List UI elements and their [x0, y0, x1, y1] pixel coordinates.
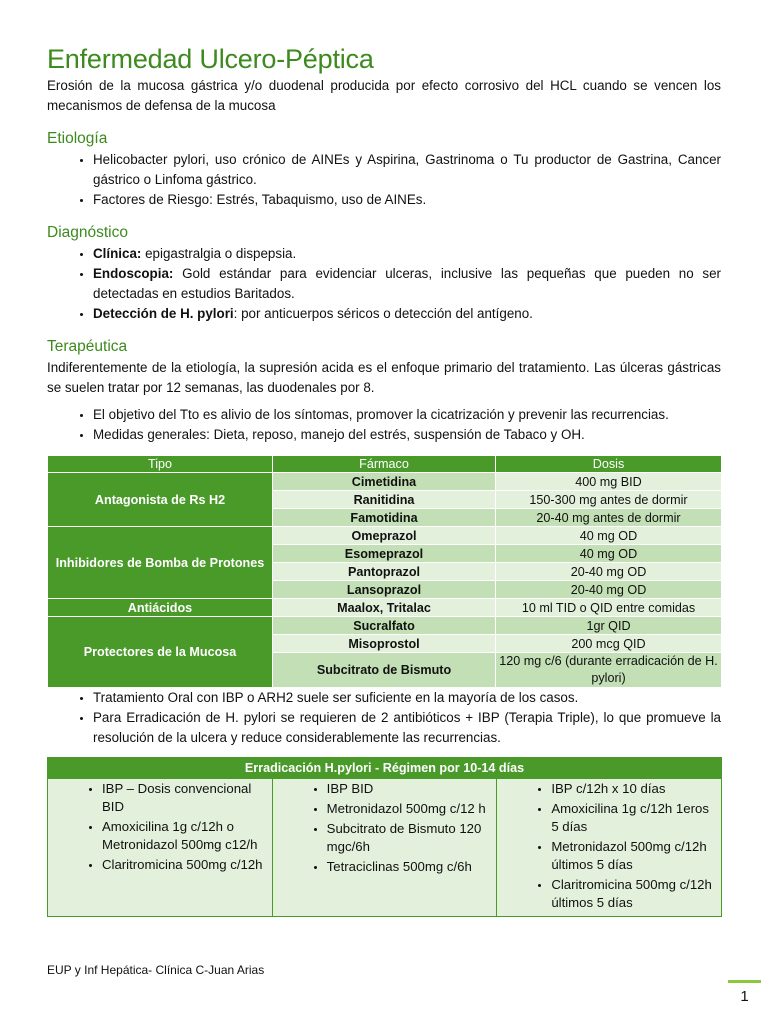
- dose-cell: 40 mg OD: [496, 545, 722, 563]
- eradication-table: [47, 757, 722, 917]
- drug-name-cell: Lansoprazol: [273, 581, 496, 599]
- item-text: : por anticuerpos séricos o detección del antígeno.: [233, 306, 533, 321]
- dose-cell: 20-40 mg OD: [496, 563, 722, 581]
- page-title: Enfermedad Ulcero-Péptica: [47, 44, 374, 74]
- list-item: • Tetraciclinas 500mg c/6h: [327, 858, 495, 876]
- drug-type-cell: Antiácidos: [48, 599, 273, 617]
- list-item: [93, 264, 721, 304]
- terapeutica-intro: Indiferentemente de la etiología, la supresión acida es el enfoque primario del tratamiento. Las úlceras gástricas se suelen tratar por 12 semanas, las duodenales por 8.: [47, 360, 721, 395]
- dose-cell: 150-300 mg antes de dormir: [496, 491, 722, 509]
- list-item: • Para Erradicación de H. pylori se requieren de 2 antibióticos + IBP (Terapia Triple), lo que promueve la resolución de la ulcera y reduce considerablemente las recurrencias.: [93, 708, 721, 748]
- list-item: • Metronidazol 500mg c/12 h: [327, 800, 495, 818]
- drug-type-cell: Protectores de la Mucosa: [48, 617, 273, 688]
- item-label: Clínica:: [93, 246, 142, 261]
- table-header-row: [48, 758, 722, 779]
- drug-name-cell: Esomeprazol: [273, 545, 496, 563]
- list-item: • IBP c/12h x 10 días: [551, 780, 719, 798]
- drug-name-cell: Ranitidina: [273, 491, 496, 509]
- list-item: • Subcitrato de Bismuto 120 mgc/6h: [327, 820, 495, 856]
- table-row: [48, 617, 722, 635]
- drug-type-cell: Inhibidores de Bomba de Protones: [48, 527, 273, 599]
- column-header: Fármaco: [273, 456, 496, 473]
- treatment-notes-list: [47, 688, 721, 748]
- terapeutica-heading: Terapéutica: [47, 338, 128, 355]
- table-title: Erradicación H.pylori - Régimen por 10-14 días: [48, 758, 722, 779]
- regimen-list: [50, 780, 270, 874]
- list-item: • Claritromicina 500mg c/12h últimos 5 días: [551, 876, 719, 912]
- drug-name-cell: Omeprazol: [273, 527, 496, 545]
- list-item: • Helicobacter pylori, uso crónico de AINEs y Aspirina, Gastrinoma o Tu productor de Gastrina, Cancer gástrico o Linfoma gástrico.: [93, 150, 721, 190]
- dose-cell: 120 mg c/6 (durante erradicación de H. pylori): [496, 653, 722, 688]
- dose-cell: 40 mg OD: [496, 527, 722, 545]
- list-item: • Metronidazol 500mg c/12h últimos 5 días: [551, 838, 719, 874]
- list-item: • Tratamiento Oral con IBP o ARH2 suele ser suficiente en la mayoría de los casos.: [93, 688, 721, 708]
- dose-cell: 400 mg BID: [496, 473, 722, 491]
- drug-name-cell: Famotidina: [273, 509, 496, 527]
- drug-name-cell: Pantoprazol: [273, 563, 496, 581]
- drug-name-cell: Maalox, Tritalac: [273, 599, 496, 617]
- regimen-cell: [48, 779, 273, 917]
- dose-cell: 10 ml TID o QID entre comidas: [496, 599, 722, 617]
- table-row: [48, 779, 722, 917]
- table-header-row: [48, 456, 722, 473]
- list-item: • El objetivo del Tto es alivio de los síntomas, promover la cicatrización y prevenir las recurrencias.: [93, 405, 721, 425]
- drug-name-cell: Subcitrato de Bismuto: [273, 653, 496, 688]
- page-footer: EUP y Inf Hepática- Clínica C-Juan Arias: [47, 963, 265, 977]
- list-item: • Amoxicilina 1g c/12h o Metronidazol 500mg c12/h: [102, 818, 270, 854]
- list-item: • Medidas generales: Dieta, reposo, manejo del estrés, suspensión de Tabaco y OH.: [93, 425, 721, 445]
- column-header: Dosis: [496, 456, 722, 473]
- item-label: Endoscopia:: [93, 266, 174, 281]
- diagnostico-heading: Diagnóstico: [47, 224, 128, 241]
- document-body: [47, 44, 721, 917]
- list-item: • Claritromicina 500mg c/12h: [102, 856, 270, 874]
- regimen-cell: [272, 779, 497, 917]
- intro-paragraph: Erosión de la mucosa gástrica y/o duodenal producida por efecto corrosivo del HCL cuando se vencen los mecanismos de defensa de la mucosa: [47, 78, 721, 113]
- etiologia-list: [47, 150, 721, 210]
- list-item: [93, 244, 721, 264]
- regimen-list: [275, 780, 495, 876]
- regimen-cell: [497, 779, 722, 917]
- item-label: Detección de H. pylori: [93, 306, 234, 321]
- dose-cell: 200 mcg QID: [496, 635, 722, 653]
- drug-type-cell: Antagonista de Rs H2: [48, 473, 273, 527]
- dose-cell: 20-40 mg antes de dormir: [496, 509, 722, 527]
- page-number: 1: [728, 980, 761, 1016]
- dose-cell: 1gr QID: [496, 617, 722, 635]
- list-item: [93, 304, 721, 324]
- list-item: • Amoxicilina 1g c/12h 1eros 5 días: [551, 800, 719, 836]
- drug-name-cell: Cimetidina: [273, 473, 496, 491]
- item-text: epigastralgia o dispepsia.: [141, 246, 297, 261]
- table-row: [48, 527, 722, 545]
- drug-table: [47, 455, 722, 688]
- list-item: • IBP – Dosis convencional BID: [102, 780, 270, 816]
- list-item: • IBP BID: [327, 780, 495, 798]
- regimen-list: [499, 780, 719, 912]
- drug-name-cell: Misoprostol: [273, 635, 496, 653]
- table-row: [48, 599, 722, 617]
- item-text: Gold estándar para evidenciar ulceras, inclusive las pequeñas que pueden no ser detectadas en estudios Baritados.: [93, 266, 721, 301]
- list-item: • Factores de Riesgo: Estrés, Tabaquismo, uso de AINEs.: [93, 190, 721, 210]
- etiologia-heading: Etiología: [47, 130, 108, 147]
- terapeutica-list: [47, 405, 721, 445]
- drug-name-cell: Sucralfato: [273, 617, 496, 635]
- column-header: Tipo: [48, 456, 273, 473]
- dose-cell: 20-40 mg OD: [496, 581, 722, 599]
- diagnostico-list: [47, 244, 721, 324]
- table-row: [48, 473, 722, 491]
